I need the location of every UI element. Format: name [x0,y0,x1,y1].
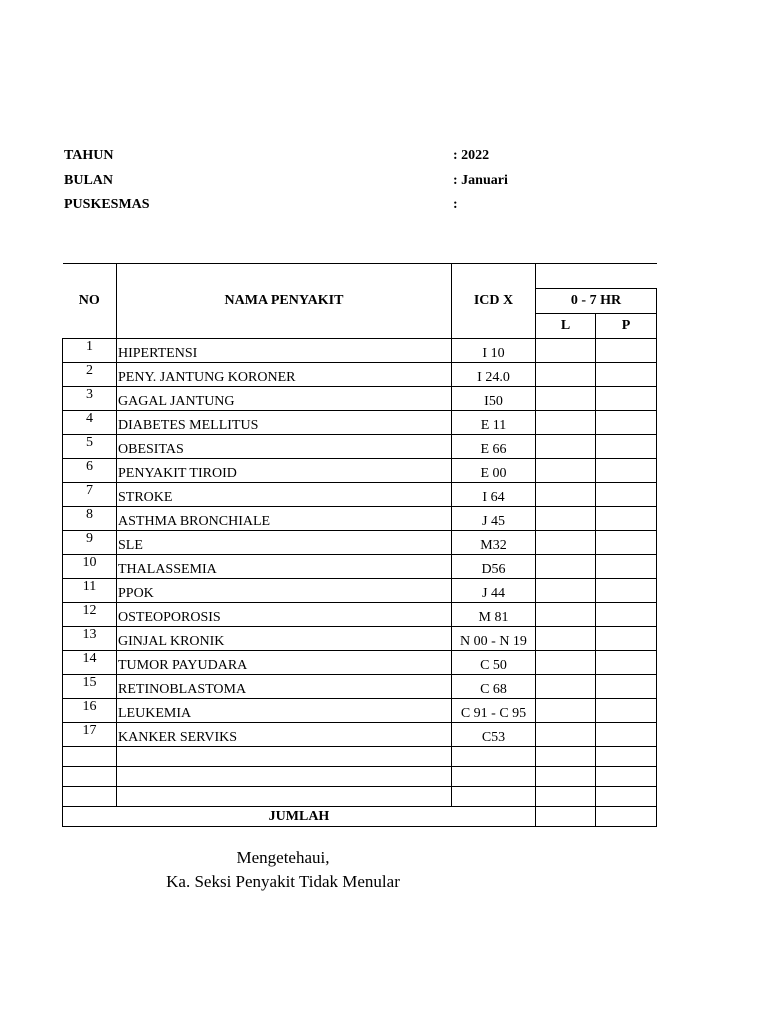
blank-cell [452,767,536,787]
row-no: 4 [63,411,117,435]
row-disease-name: ASTHMA BRONCHIALE [117,507,452,531]
header-age-group: 0 - 7 HR [536,289,657,314]
row-icd-code: J 44 [452,579,536,603]
tahun-value: : 2022 [453,148,490,163]
signature-line-2: Ka. Seksi Penyakit Tidak Menular [166,872,400,891]
row-disease-name: PPOK [117,579,452,603]
table-row [63,387,657,411]
row-count-l [536,555,596,579]
row-no: 2 [63,363,117,387]
row-icd-code: M 81 [452,603,536,627]
row-no: 11 [63,579,117,603]
header-nama-penyakit: NAMA PENYAKIT [117,264,452,339]
blank-cell [63,767,117,787]
row-count-l [536,603,596,627]
table-row [63,579,657,603]
row-count-l [536,411,596,435]
blank-cell [536,747,596,767]
blank-row [63,747,657,767]
blank-cell [117,747,452,767]
blank-cell [117,787,452,807]
row-icd-code: I 24.0 [452,363,536,387]
table-row [63,435,657,459]
row-count-l [536,531,596,555]
row-count-l [536,339,596,363]
row-count-p [596,579,657,603]
row-disease-name: GAGAL JANTUNG [117,387,452,411]
total-count-p [596,807,657,827]
row-disease-name: KANKER SERVIKS [117,723,452,747]
row-icd-code: E 00 [452,459,536,483]
blank-cell [452,787,536,807]
row-count-l [536,483,596,507]
row-icd-code: I 64 [452,483,536,507]
row-count-l [536,651,596,675]
row-no: 7 [63,483,117,507]
bulan-label: BULAN [64,173,114,188]
table-row [63,363,657,387]
row-disease-name: STROKE [117,483,452,507]
blank-cell [596,787,657,807]
table-row [63,339,657,363]
table-row [63,603,657,627]
table-row [63,675,657,699]
row-count-p [596,363,657,387]
total-count-l [536,807,596,827]
table-row [63,531,657,555]
row-count-p [596,699,657,723]
row-count-p [596,675,657,699]
row-count-l [536,699,596,723]
row-count-p [596,459,657,483]
blank-cell [536,787,596,807]
row-disease-name: HIPERTENSI [117,339,452,363]
table-row [63,651,657,675]
blank-cell [63,747,117,767]
row-icd-code: J 45 [452,507,536,531]
row-count-p [596,627,657,651]
header-icd: ICD X [452,264,536,339]
row-count-p [596,651,657,675]
row-no: 12 [63,603,117,627]
disease-report-table [62,263,657,827]
row-icd-code: M32 [452,531,536,555]
row-disease-name: OSTEOPOROSIS [117,603,452,627]
blank-row [63,767,657,787]
blank-cell [536,767,596,787]
table-row [63,723,657,747]
blank-cell [63,787,117,807]
row-count-p [596,555,657,579]
row-count-p [596,411,657,435]
puskesmas-label: PUSKESMAS [64,197,150,212]
row-count-p [596,507,657,531]
row-no: 14 [63,651,117,675]
table-row [63,459,657,483]
row-disease-name: PENY. JANTUNG KORONER [117,363,452,387]
row-disease-name: TUMOR PAYUDARA [117,651,452,675]
header-l: L [536,314,596,339]
row-icd-code: C53 [452,723,536,747]
row-count-l [536,459,596,483]
row-count-l [536,723,596,747]
row-no: 17 [63,723,117,747]
total-label: JUMLAH [63,807,536,827]
row-count-p [596,603,657,627]
row-disease-name: GINJAL KRONIK [117,627,452,651]
row-disease-name: SLE [117,531,452,555]
row-disease-name: PENYAKIT TIROID [117,459,452,483]
row-count-l [536,579,596,603]
puskesmas-value: : [453,197,458,212]
row-icd-code: I50 [452,387,536,411]
table-row [63,507,657,531]
table-row [63,411,657,435]
row-count-l [536,627,596,651]
tahun-label: TAHUN [64,148,114,163]
row-no: 5 [63,435,117,459]
row-icd-code: I 10 [452,339,536,363]
row-no: 1 [63,339,117,363]
row-disease-name: THALASSEMIA [117,555,452,579]
row-icd-code: C 50 [452,651,536,675]
row-icd-code: C 68 [452,675,536,699]
total-row [63,807,657,827]
row-count-p [596,723,657,747]
row-icd-code: E 66 [452,435,536,459]
header-p: P [596,314,657,339]
row-icd-code: D56 [452,555,536,579]
blank-cell [596,747,657,767]
header-no: NO [63,264,117,339]
blank-row [63,787,657,807]
row-no: 6 [63,459,117,483]
row-count-p [596,339,657,363]
table-row [63,483,657,507]
row-count-p [596,531,657,555]
row-no: 15 [63,675,117,699]
row-no: 16 [63,699,117,723]
row-disease-name: LEUKEMIA [117,699,452,723]
table-row [63,699,657,723]
row-disease-name: DIABETES MELLITUS [117,411,452,435]
row-count-l [536,675,596,699]
row-count-p [596,435,657,459]
table-row [63,555,657,579]
blank-cell [596,767,657,787]
row-count-l [536,507,596,531]
header-spacer [536,264,657,289]
row-icd-code: E 11 [452,411,536,435]
row-no: 9 [63,531,117,555]
row-icd-code: C 91 - C 95 [452,699,536,723]
row-no: 13 [63,627,117,651]
signature-line-1: Mengetehaui, [236,848,330,867]
bulan-value: : Januari [453,173,508,188]
row-no: 8 [63,507,117,531]
row-disease-name: OBESITAS [117,435,452,459]
row-no: 10 [63,555,117,579]
blank-cell [452,747,536,767]
blank-cell [117,767,452,787]
row-icd-code: N 00 - N 19 [452,627,536,651]
row-no: 3 [63,387,117,411]
row-count-l [536,435,596,459]
row-disease-name: RETINOBLASTOMA [117,675,452,699]
row-count-p [596,387,657,411]
row-count-l [536,363,596,387]
table-row [63,627,657,651]
row-count-p [596,483,657,507]
row-count-l [536,387,596,411]
